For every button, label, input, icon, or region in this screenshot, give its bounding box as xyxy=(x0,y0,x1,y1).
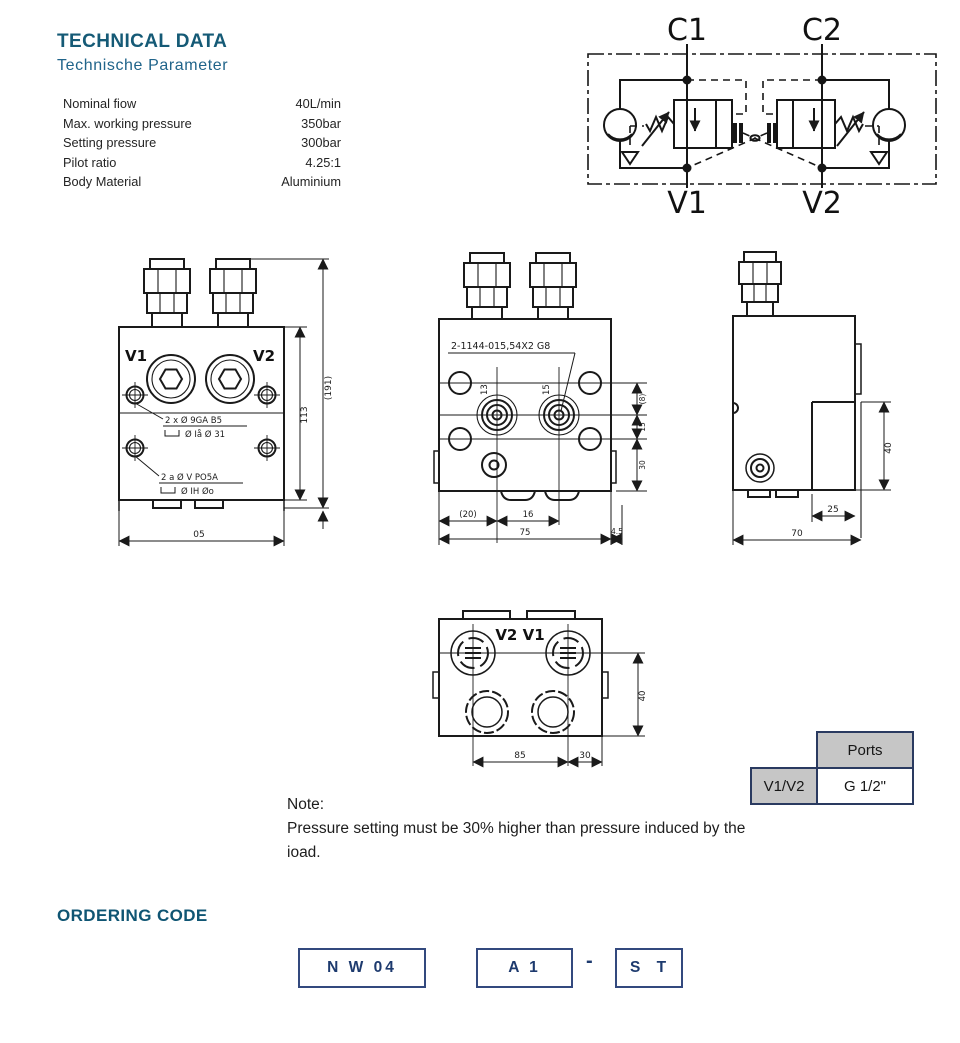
front-view-drawing xyxy=(95,243,350,563)
ordering-code-segment-3: S T xyxy=(615,948,683,988)
adjuster-cap xyxy=(144,259,190,327)
note-title: Note: xyxy=(287,796,325,813)
dimension-step-width xyxy=(812,494,855,522)
schematic-port-v2: V2 xyxy=(802,186,842,215)
spec-value: Aluminium xyxy=(281,174,341,189)
dimension-height xyxy=(602,653,648,736)
back-view-drawing xyxy=(415,243,675,573)
bottom-ports-label: V2 V1 xyxy=(495,626,545,644)
dim-text: 30 xyxy=(638,460,647,470)
side-view-drawing xyxy=(700,238,950,563)
dim-text: 40 xyxy=(638,690,648,702)
spec-row xyxy=(63,153,341,173)
schematic-boundary xyxy=(588,54,936,184)
dim-text: 113 xyxy=(300,406,310,424)
spec-label: Max. working pressure xyxy=(63,115,192,131)
ordering-code-segment-1: N W 04 xyxy=(298,948,426,988)
ordering-code-title: ORDERING CODE xyxy=(57,906,208,925)
callout-text: 2-1144-015,54X2 G8 xyxy=(451,341,551,352)
dim-text: (20) xyxy=(459,510,477,520)
callout-text: 2 a Ø V PO5A xyxy=(161,473,218,483)
dim-text: 25 xyxy=(827,505,839,515)
spec-label: Pilot ratio xyxy=(63,154,117,170)
dimension-width xyxy=(119,508,284,546)
schematic-line-c2v2 xyxy=(818,44,827,188)
bottom-view-drawing xyxy=(412,588,677,793)
port-size-label: 15 xyxy=(542,384,552,395)
dimension-width xyxy=(733,490,861,545)
dim-text: 05 xyxy=(193,530,205,540)
callout-text: 2 x Ø 9GA B5 xyxy=(165,416,222,426)
spec-row xyxy=(63,94,341,114)
dim-text: (191) xyxy=(324,375,334,401)
ports-table xyxy=(750,731,914,805)
schematic-port-v1: V1 xyxy=(667,186,707,215)
spec-row xyxy=(63,114,341,134)
dim-text: 85 xyxy=(514,751,526,761)
dim-text: 75 xyxy=(519,528,531,538)
mounting-hole xyxy=(122,382,148,408)
note-line1: Pressure setting must be 30% higher than pressure induced by the xyxy=(287,820,746,837)
note-line2: ioad. xyxy=(287,844,321,861)
drain-port xyxy=(482,453,506,477)
dim-text: 40 xyxy=(884,442,894,454)
front-port-v1-label: V1 xyxy=(125,347,148,365)
adjuster-cap xyxy=(530,253,576,319)
port-plug xyxy=(206,355,254,403)
main-port xyxy=(546,631,590,675)
schematic-line-c1v1 xyxy=(683,44,692,188)
hole-callout-bottom xyxy=(135,456,243,497)
dimension-column xyxy=(601,383,647,491)
mounting-hole xyxy=(254,435,280,461)
port-plug xyxy=(147,355,195,403)
mounting-hole xyxy=(122,435,148,461)
spec-table xyxy=(63,94,341,192)
spec-label: Setting pressure xyxy=(63,135,157,150)
spec-value: 40L/min xyxy=(295,96,341,111)
spec-value: 350bar xyxy=(301,115,341,131)
spec-row xyxy=(63,133,341,153)
front-port-v2-label: V2 xyxy=(253,347,276,365)
dim-text: 4.5 xyxy=(611,527,623,536)
callout-text: Ø IH Øo xyxy=(181,487,214,497)
ports-table-row-label: V1/V2 xyxy=(750,767,818,805)
page-title: TECHNICAL DATA xyxy=(57,31,228,52)
spec-label: Body Material xyxy=(63,174,142,189)
spec-value: 4.25:1 xyxy=(305,154,341,170)
dimension-height-body xyxy=(284,327,310,500)
dim-text: 70 xyxy=(791,529,803,539)
dim-text: (8) xyxy=(638,393,647,405)
hydraulic-schematic xyxy=(578,10,948,215)
port-size-label: 13 xyxy=(480,384,490,395)
schematic-port-c1: C1 xyxy=(666,13,708,48)
valve-body xyxy=(733,316,861,538)
dim-text: 15 xyxy=(638,422,647,432)
hole-callout-top xyxy=(135,403,247,440)
spec-value: 300bar xyxy=(301,135,341,150)
counterbalance-valve-right xyxy=(763,80,887,164)
spec-row xyxy=(63,172,341,192)
ports-table-row-value: G 1/2" xyxy=(816,767,914,805)
spec-label: Nominal fiow xyxy=(63,96,137,111)
mounting-hole xyxy=(254,382,280,408)
dimension-row xyxy=(473,736,602,766)
cross-pilot-lines xyxy=(687,133,822,168)
schematic-port-c2: C2 xyxy=(801,13,843,48)
adjuster-cap xyxy=(739,252,781,316)
side-port xyxy=(746,454,774,482)
counterbalance-valve-left xyxy=(622,80,746,164)
threaded-bore xyxy=(466,691,508,733)
ordering-code-segment-2: A 1 xyxy=(476,948,573,988)
page-subtitle: Technische Parameter xyxy=(57,57,229,74)
adjuster-cap xyxy=(464,253,510,319)
callout-text: Ø Iå Ø 31 xyxy=(185,430,226,440)
dim-text: 30 xyxy=(579,751,591,761)
ordering-code-separator: - xyxy=(586,950,593,972)
ports-table-header: Ports xyxy=(816,731,914,769)
main-port xyxy=(451,631,495,675)
dimension-height-total xyxy=(250,259,334,529)
adjuster-cap xyxy=(210,259,256,327)
dim-text: 16 xyxy=(522,510,534,520)
